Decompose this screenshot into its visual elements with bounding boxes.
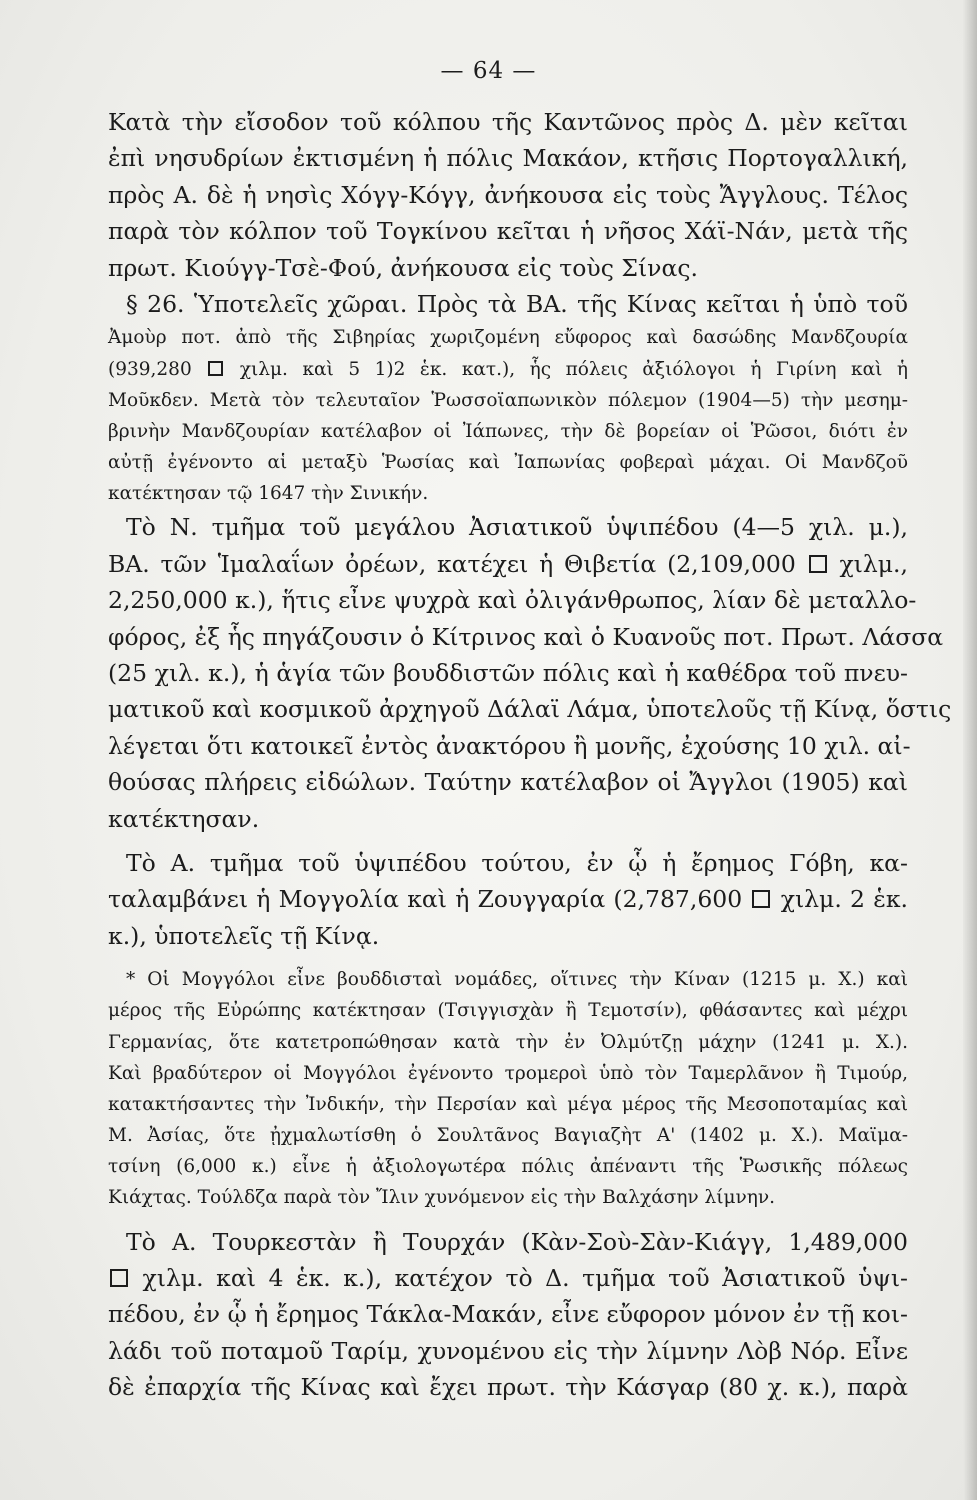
text-line: φόρος, ἐξ ἧς πηγάζουσιν ὁ Κίτρινος καὶ ὁ Κυανοῦς ποτ. Πρωτ. Λάσσα — [108, 622, 944, 651]
footnote-line: Μ. Ἀσίας, ὅτε ᾐχμαλωτίσθη ὁ Σουλτᾶνος Βαγιαζὴτ Α' (1402 μ. Χ.). Μαϊμα- — [108, 1125, 908, 1147]
text-line: βρινὴν Μανδζουρίαν κατέλαβον οἱ Ἰάπωνες, τὴν δὲ βορείαν οἱ Ῥῶσοι, διότι ἐν — [108, 420, 908, 442]
text-fragment: χιλμ. καὶ 4 ἑκ. κ.), κατέχον τὸ Δ. τμῆμα τοῦ Ἀσιατικοῦ ὑψι- — [142, 1264, 908, 1293]
text-line: κατέκτησαν τῷ 1647 τὴν Σινικήν. — [108, 483, 429, 505]
text-line: 2,250,000 κ.), ἥτις εἶνε ψυχρὰ καὶ ὀλιγάνθρωπος, λίαν δὲ μεταλλο- — [108, 586, 917, 615]
footnote-line: Κιάχτας. Τούλδζα παρὰ τὸν Ἴλιν χυνόμενον εἰς τὴν Βαλχάσην λίμνην. — [108, 1187, 775, 1209]
text-line: (25 χιλ. κ.), ἡ ἁγία τῶν βουδδιστῶν πόλις καὶ ἡ καθέδρα τοῦ πνευ- — [108, 659, 908, 688]
square-km-icon — [208, 361, 223, 376]
text-fragment: χιλμ., — [839, 549, 908, 578]
page-number: — 64 — — [440, 58, 537, 84]
text-line: αὐτῇ ἐγένοντο αἱ μεταξὺ Ῥωσίας καὶ Ἰαπωνίας φοβεραὶ μάχαι. Οἱ Μανδζοῦ — [108, 452, 908, 474]
square-km-icon — [752, 890, 770, 908]
text-line: Τὸ Ν. τμῆμα τοῦ μεγάλου Ἀσιατικοῦ ὑψιπέδου (4—5 χιλ. μ.), — [126, 513, 908, 542]
square-km-icon — [809, 555, 827, 573]
text-line: Τὸ Α. Τουρκεστὰν ἢ Τουρχάν (Κὰν-Σοὺ-Σὰν-Κιάγγ, 1,489,000 — [126, 1227, 908, 1256]
text-line: Κατὰ τὴν εἴσοδον τοῦ κόλπου τῆς Καντῶνος πρὸς Δ. μὲν κεῖται — [108, 108, 908, 136]
footnote-line: * Οἱ Μογγόλοι εἶνε βουδδισταὶ νομάδες, οἵτινες τὴν Κίναν (1215 μ. Χ.) καὶ — [126, 969, 908, 991]
section-heading-line: § 26. Ὑποτελεῖς χῶραι. Πρὸς τὰ ΒΑ. τῆς Κίνας κεῖται ἡ ὑπὸ τοῦ — [126, 289, 908, 318]
text-line — [108, 546, 908, 582]
main-text — [108, 104, 952, 1406]
text-line: πέδου, ἐν ᾧ ἡ ἔρημος Τάκλα-Μακάν, εἶνε εὔφορον μόνον ἐν τῇ κοι- — [108, 1300, 908, 1329]
text-line: Μοῦκδεν. Μετὰ τὸν τελευταῖον Ῥωσσοϊαπωνικὸν πόλεμον (1904—5) τὴν μεσημ- — [108, 389, 908, 411]
text-line: κατέκτησαν. — [108, 804, 260, 833]
footnote-line: Γερμανίας, ὅτε κατετροπώθησαν κατὰ τὴν ἐν Ὀλμύτζῃ μάχην (1241 μ. Χ.). — [108, 1031, 908, 1053]
footnote-line: μέρος τῆς Εὐρώπης κατέκτησαν (Τσιγγισχὰν ἢ Τεμοτσίν), φθάσαντες καὶ μέχρι — [108, 1000, 908, 1022]
text-line: Ἀμοὺρ ποτ. ἀπὸ τῆς Σιβηρίας χωριζομένη εὔφορος καὶ δασώδης Μανδζουρία — [108, 327, 908, 349]
text-fragment: ΒΑ. τῶν Ἱμαλαΐων ὀρέων, κατέχει ἡ Θιβετία (2,109,000 — [108, 549, 796, 578]
text-line — [108, 354, 908, 385]
page-edge-shadow — [963, 0, 977, 1500]
text-line: Τὸ Α. τμῆμα τοῦ ὑψιπέδου τούτου, ἐν ᾧ ἡ ἔρημος Γόβη, κα- — [126, 848, 908, 877]
footnote-line: τσίνη (6,000 κ.) εἶνε ἡ ἀξιολογωτέρα πόλις ἀπέναντι τῆς Ῥωσικῆς πόλεως — [108, 1156, 908, 1178]
text-fragment: χιλμ. 2 ἑκ. — [780, 885, 908, 914]
text-line: πρωτ. Κιούγγ-Τσὲ-Φού, ἀνήκουσα εἰς τοὺς Σίνας. — [108, 253, 698, 282]
text-fragment: χιλμ. καὶ 5 1)2 ἑκ. κατ.), ἧς πόλεις ἀξιόλογοι ἡ Γιρίνη καὶ ἡ — [239, 358, 908, 380]
text-line: ἐπὶ νησυδρίων ἐκτισμένη ἡ πόλις Μακάον, κτῆσις Πορτογαλλική, — [108, 144, 908, 173]
footnote-line: Καὶ βραδύτερον οἱ Μογγόλοι ἐγένοντο τρομεροὶ ὑπὸ τὸν Ταμερλᾶνον ἢ Τιμούρ, — [108, 1062, 908, 1084]
text-line: πρὸς Α. δὲ ἡ νησὶς Χόγγ-Κόγγ, ἀνήκουσα εἰς τοὺς Ἄγγλους. Τέλος — [108, 180, 908, 209]
text-line: δὲ ἐπαρχία τῆς Κίνας καὶ ἔχει πρωτ. τὴν Κάσγαρ (80 χ. κ.), παρὰ — [108, 1373, 908, 1402]
text-fragment: ταλαμβάνει ἡ Μογγολία καὶ ἡ Ζουγγαρία (2,787,600 — [108, 885, 743, 914]
square-km-icon — [110, 1269, 128, 1287]
text-fragment: (939,280 — [108, 358, 192, 380]
text-line: λάδι τοῦ ποταμοῦ Ταρίμ, χυνομένου εἰς τὴν λίμνην Λὸβ Νόρ. Εἶνε — [108, 1336, 908, 1365]
text-line: λέγεται ὅτι κατοικεῖ ἐντὸς ἀνακτόρου ἢ μονῆς, ἐχούσης 10 χιλ. αἰ- — [108, 731, 911, 760]
text-line: ματικοῦ καὶ κοσμικοῦ ἀρχηγοῦ Δάλαϊ Λάμα, ὑποτελοῦς τῇ Κίνᾳ, ὅστις — [108, 695, 952, 724]
text-line: θούσας πλήρεις εἰδώλων. Ταύτην κατέλαβον οἱ Ἄγγλοι (1905) καὶ — [108, 768, 908, 797]
footnote-line: κατακτήσαντες τὴν Ἰνδικήν, τὴν Περσίαν καὶ μέγα μέρος τῆς Μεσοποταμίας καὶ — [108, 1093, 908, 1115]
text-line: παρὰ τὸν κόλπον τοῦ Τογκίνου κεῖται ἡ νῆσος Χάϊ-Νάν, μετὰ τῆς — [108, 217, 908, 246]
text-line — [108, 881, 908, 917]
text-line: κ.), ὑποτελεῖς τῇ Κίνᾳ. — [108, 921, 380, 950]
text-line — [108, 1260, 908, 1296]
